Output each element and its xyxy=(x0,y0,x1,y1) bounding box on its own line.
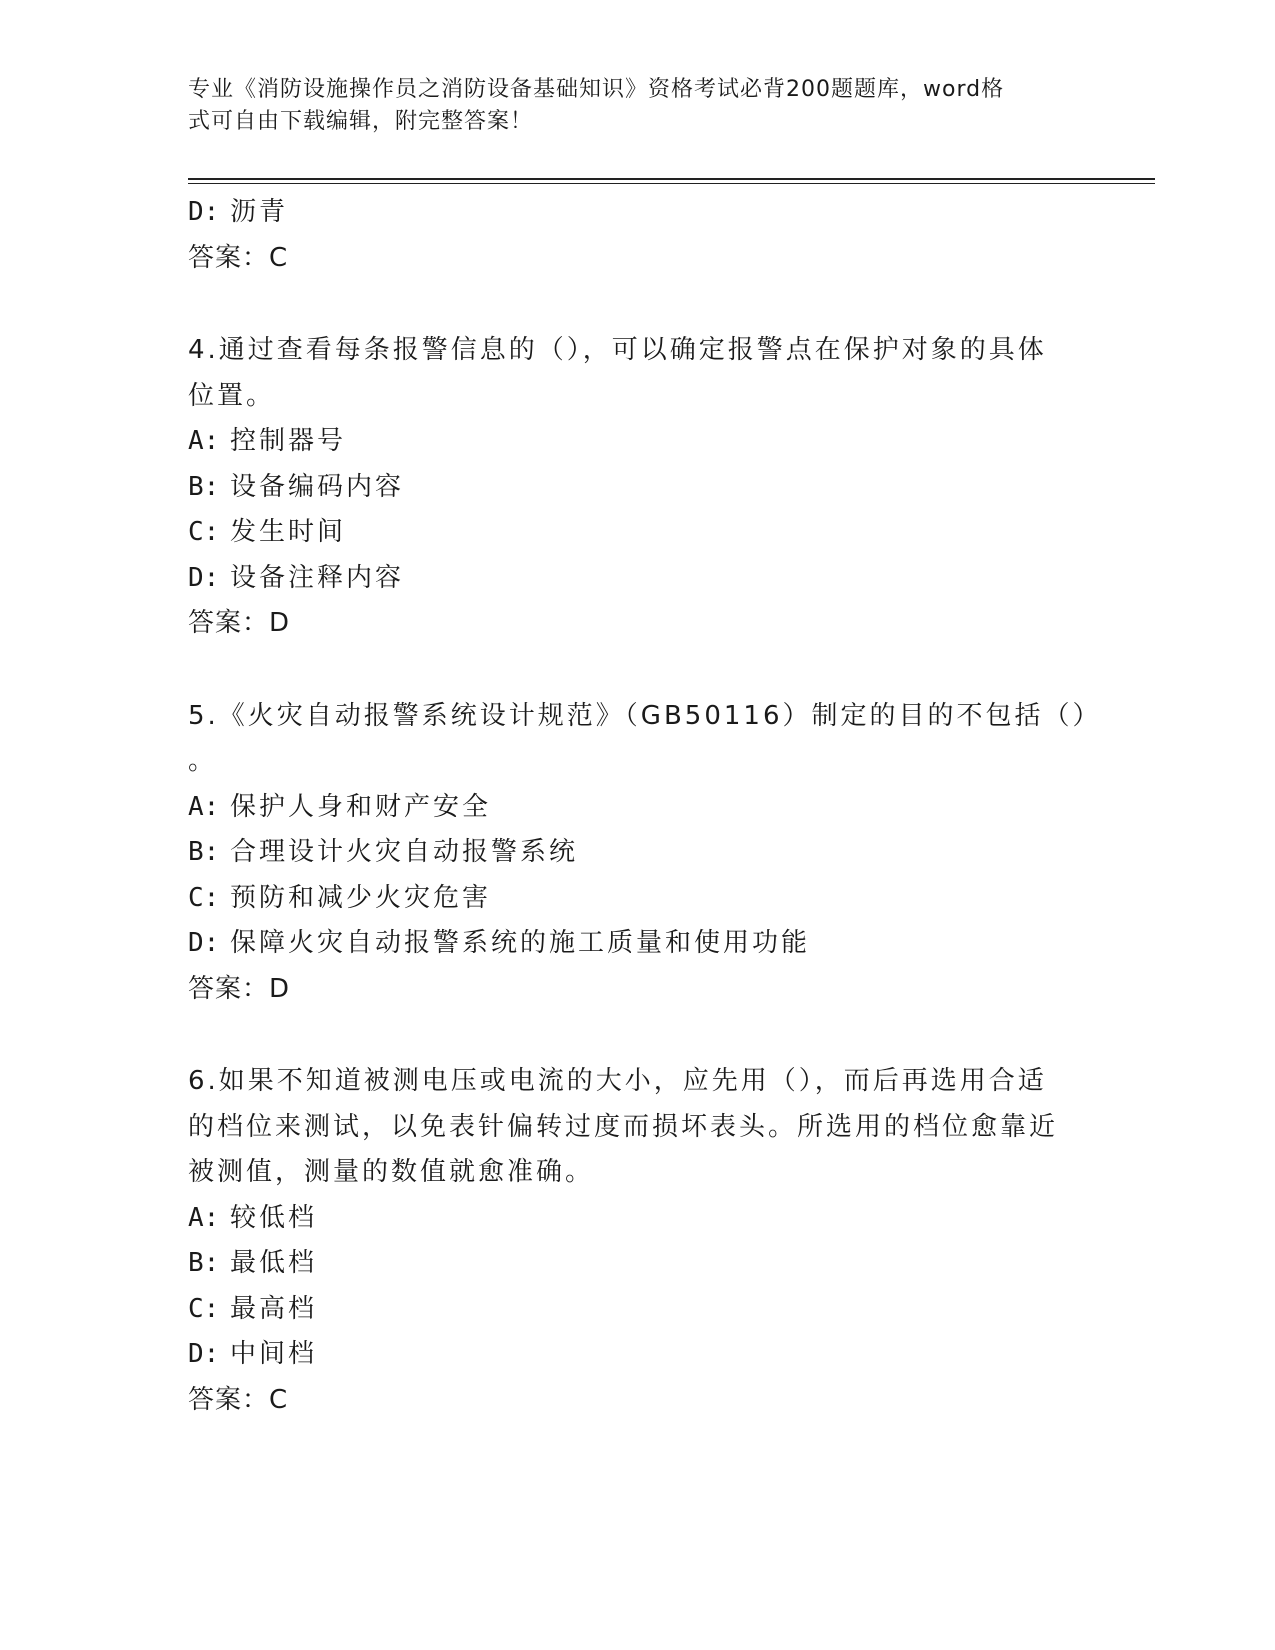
option-text: 最高档 xyxy=(230,1293,318,1324)
option-label: B: xyxy=(188,1248,220,1278)
document-header xyxy=(188,74,1068,138)
option-c xyxy=(188,1287,1068,1333)
option-text: 保障火灾自动报警系统的施工质量和使用功能 xyxy=(230,928,811,958)
question-stem-line: 被测值，测量的数值就愈准确。 xyxy=(188,1157,595,1187)
question-stem-line: 5.《火灾自动报警系统设计规范》（GB50116）制定的目的不包括（） xyxy=(188,700,1102,731)
option-b xyxy=(188,465,1068,511)
header-rule-thick xyxy=(188,178,1155,180)
option-a xyxy=(188,785,1068,831)
header-rule-thin xyxy=(188,183,1155,184)
option-text: 预防和减少火灾危害 xyxy=(230,882,492,913)
question-4 xyxy=(188,328,1068,647)
answer-line: 答案：C xyxy=(188,1384,289,1415)
answer-line: 答案：C xyxy=(188,242,289,273)
option-label: B: xyxy=(188,837,220,867)
option-c xyxy=(188,876,1068,922)
option-label: C: xyxy=(188,1293,220,1324)
option-text: 最低档 xyxy=(230,1248,318,1278)
option-text: 设备注释内容 xyxy=(230,562,405,593)
header-line-1: 专业《消防设施操作员之消防设备基础知识》资格考试必背200题题库，word格 xyxy=(188,77,1005,102)
option-text: 保护人身和财产安全 xyxy=(230,791,492,822)
option-label: D: xyxy=(188,197,220,227)
option-label: A: xyxy=(188,791,220,822)
option-label: C: xyxy=(188,882,220,913)
option-text: 较低档 xyxy=(230,1202,318,1233)
option-label: A: xyxy=(188,1202,220,1233)
question-6 xyxy=(188,1059,1068,1423)
header-line-2: 式可自由下载编辑，附完整答案！ xyxy=(188,109,534,134)
option-label: B: xyxy=(188,471,220,502)
option-a xyxy=(188,419,1068,465)
option-label: C: xyxy=(188,517,220,547)
option-a xyxy=(188,1196,1068,1242)
option-label: A: xyxy=(188,426,220,456)
option-d xyxy=(188,1332,1068,1378)
question-stem-line: 4.通过查看每条报警信息的（），可以确定报警点在保护对象的具体 xyxy=(188,335,1047,365)
spacer xyxy=(188,647,1068,694)
question-5 xyxy=(188,694,1102,1013)
option-c xyxy=(188,510,1068,556)
question-stem-line: 的档位来测试，以免表针偏转过度而损坏表头。所选用的档位愈靠近 xyxy=(188,1111,1059,1142)
spacer xyxy=(188,281,1068,328)
question-stem-line: 。 xyxy=(188,746,218,776)
option-d xyxy=(188,556,1068,602)
answer-line: 答案：D xyxy=(188,608,291,638)
option-b xyxy=(188,830,1068,876)
spacer xyxy=(188,1012,1068,1059)
option-text: 设备编码内容 xyxy=(230,471,405,502)
option-d xyxy=(188,921,1068,967)
option-d xyxy=(188,190,1068,236)
question-stem-line: 位置。 xyxy=(188,380,276,411)
option-text: 发生时间 xyxy=(230,517,347,547)
option-text: 合理设计火灾自动报警系统 xyxy=(230,837,579,867)
option-b xyxy=(188,1241,1068,1287)
option-text: 控制器号 xyxy=(230,426,347,456)
option-label: D: xyxy=(188,928,220,958)
answer-line: 答案：D xyxy=(188,973,291,1004)
question-list xyxy=(188,190,1102,1423)
option-text: 中间档 xyxy=(230,1339,318,1369)
option-text: 沥青 xyxy=(230,197,289,227)
option-label: D: xyxy=(188,562,220,593)
question-stem-line: 6.如果不知道被测电压或电流的大小，应先用（），而后再选用合适 xyxy=(188,1066,1047,1096)
option-label: D: xyxy=(188,1339,220,1369)
